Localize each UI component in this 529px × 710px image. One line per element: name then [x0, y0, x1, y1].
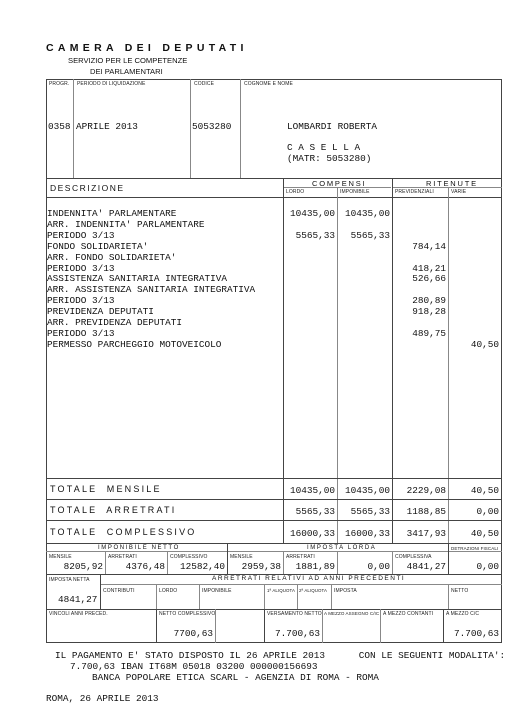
- total-label: TOTALE ARRETRATI: [50, 505, 177, 515]
- total-varie: 40,50: [470, 528, 499, 539]
- row-previdenziali: 526,66: [412, 273, 446, 285]
- row-description: FONDO SOLIDARIETA': [47, 240, 149, 252]
- row-description: PERMESSO PARCHEGGIO MOTOVEICOLO: [47, 338, 222, 350]
- row-description: ASSISTENZA SANITARIA INTEGRATIVA: [47, 273, 228, 285]
- imponibile-header: IMPONIBILE: [340, 189, 370, 195]
- contanti-label: A MEZZO CONTANTI: [383, 611, 434, 617]
- service-line-2: DEI PARLAMENTARI: [90, 67, 163, 76]
- compensi-header: COMPENSI: [312, 179, 367, 188]
- total-label: TOTALE MENSILE: [50, 484, 162, 494]
- document-date: ROMA, 26 APRILE 2013: [46, 693, 159, 704]
- lordo-header: LORDO: [286, 189, 305, 195]
- netto-complessivo-value: 7700,63: [173, 628, 213, 639]
- netto-label: NETTO: [451, 588, 469, 594]
- versamento-label: VERSAMENTO NETTO: [267, 611, 322, 617]
- row-varie: 40,50: [470, 338, 499, 350]
- row-lordo: 10435,00: [289, 208, 335, 219]
- row-imponibile: 5565,33: [350, 229, 390, 241]
- label-periodo: PERIODO DI LIQUIDAZIONE: [77, 81, 146, 87]
- descrizione-header: DESCRIZIONE: [50, 183, 125, 193]
- versamento-value: 7.700,63: [274, 628, 320, 639]
- institution-title: CAMERA DEI DEPUTATI: [46, 42, 248, 54]
- imposta-netta-label: IMPOSTA NETTA: [49, 577, 90, 583]
- codice-value: 5053280: [192, 121, 232, 132]
- row-description: INDENNITA' PARLAMENTARE: [47, 208, 177, 219]
- payment-statement: IL PAGAMENTO E' STATO DISPOSTO IL 26 APRILE 2013 CON LE SEGUENTI MODALITA':: [55, 650, 506, 661]
- row-description: PERIODO 3/13: [47, 327, 115, 339]
- imposta-label: IMPOSTA: [334, 588, 357, 594]
- row-previdenziali: 784,14: [412, 240, 446, 252]
- cc-label: A MEZZO C/C: [446, 611, 480, 617]
- row-description: PERIODO 3/13: [47, 262, 115, 274]
- label-codice: CODICE: [194, 81, 215, 87]
- lordo-label: LORDO: [159, 588, 178, 594]
- total-lordo: 10435,00: [289, 485, 335, 496]
- total-lordo: 16000,33: [289, 528, 335, 539]
- progr-value: 0358: [48, 121, 71, 132]
- total-imponibile: 10435,00: [344, 485, 390, 496]
- row-lordo: 5565,33: [295, 229, 335, 241]
- mensile2-label: MENSILE: [230, 554, 253, 560]
- varie-header: VARIE: [451, 189, 467, 195]
- row-previdenziali: 418,21: [412, 262, 446, 274]
- complessiva-label: COMPLESSIVA: [395, 554, 432, 560]
- service-line-1: SERVIZIO PER LE COMPETENZE: [68, 56, 188, 65]
- arretrati2-label: ARRETRATI: [286, 554, 315, 560]
- detrazioni-header: DETRAZIONI FISCALI: [451, 546, 499, 551]
- imposta-arretrati: 1881,89: [295, 561, 335, 572]
- total-varie: 0,00: [476, 506, 499, 517]
- row-previdenziali: 280,89: [412, 295, 446, 307]
- payment-bank: BANCA POPOLARE ETICA SCARL - AGENZIA DI ROMA - ROMA: [92, 672, 379, 683]
- periodo-value: APRILE 2013: [76, 121, 138, 132]
- arretrati-label: ARRETRATI: [108, 554, 137, 560]
- total-previdenziali: 1188,85: [406, 506, 446, 517]
- row-previdenziali: 918,28: [412, 306, 446, 318]
- imponibile-mensile: 8205,92: [63, 561, 103, 572]
- previdenziali-header: PREVIDENZIALI: [395, 189, 434, 195]
- label-progr: PROGR.: [49, 81, 70, 87]
- imponibile-label: IMPONIBILE: [202, 588, 232, 594]
- row-imponibile: 10435,00: [344, 208, 390, 219]
- imponibile-arretrati: 4376,48: [125, 561, 165, 572]
- contributi-label: CONTRIBUTI: [103, 588, 135, 594]
- row-description: PREVIDENZA DEPUTATI: [47, 306, 154, 318]
- assegno-label: A MEZZO ASSEGNO C/IC: [324, 611, 380, 616]
- aliquota1-label: 1ª ALIQUOTA: [267, 588, 296, 593]
- row-description: ARR. PREVIDENZA DEPUTATI: [47, 317, 183, 328]
- complessivo-label: COMPLESSIVO: [170, 554, 208, 560]
- arretrati-precedenti-header: ARRETRATI RELATIVI AD ANNI PRECEDENTI: [212, 575, 406, 582]
- casella-label: C A S E L L A: [287, 142, 361, 153]
- detrazioni-value: 0,00: [476, 561, 499, 572]
- total-varie: 40,50: [470, 485, 499, 496]
- payment-iban: 7.700,63 IBAN IT68M 05018 03200 000000156693: [70, 661, 318, 672]
- imposta-mensile: 2959,38: [241, 561, 281, 572]
- row-description: ARR. INDENNITA' PARLAMENTARE: [47, 218, 205, 230]
- imponibile-complessivo: 12582,40: [179, 561, 225, 572]
- ritenute-header: RITENUTE: [426, 179, 478, 188]
- imponibile-netto-header: IMPONIBILE NETTO: [98, 545, 180, 551]
- total-imponibile: 5565,33: [350, 506, 390, 517]
- matr-value: (MATR: 5053280): [287, 153, 372, 164]
- total-imponibile: 16000,33: [344, 528, 390, 539]
- total-previdenziali: 3417,93: [406, 528, 446, 539]
- netto-complessivo-label: NETTO COMPLESSIVO: [159, 611, 216, 617]
- row-description: PERIODO 3/13: [47, 295, 115, 307]
- vincoli-label: VINCOLI ANNI PRECED.: [49, 611, 108, 617]
- total-previdenziali: 2229,08: [406, 485, 446, 496]
- cc-value: 7.700,63: [453, 628, 499, 639]
- imposta-col: 0,00: [367, 561, 390, 572]
- total-label: TOTALE COMPLESSIVO: [50, 527, 197, 537]
- imposta-complessiva: 4841,27: [406, 561, 446, 572]
- total-lordo: 5565,33: [295, 506, 335, 517]
- imposta-netta-value: 4841,27: [58, 594, 98, 605]
- aliquota2-label: 2ª ALIQUOTA: [299, 588, 328, 593]
- row-description: ARR. ASSISTENZA SANITARIA INTEGRATIVA: [47, 284, 256, 296]
- imposta-lorda-header: IMPOSTA LORDA: [307, 545, 377, 551]
- nome-value: LOMBARDI ROBERTA: [287, 121, 378, 132]
- label-nome: COGNOME E NOME: [244, 81, 293, 87]
- row-description: PERIODO 3/13: [47, 229, 115, 241]
- mensile-label: MENSILE: [49, 554, 72, 560]
- row-description: ARR. FONDO SOLIDARIETA': [47, 251, 177, 263]
- row-previdenziali: 489,75: [412, 327, 446, 339]
